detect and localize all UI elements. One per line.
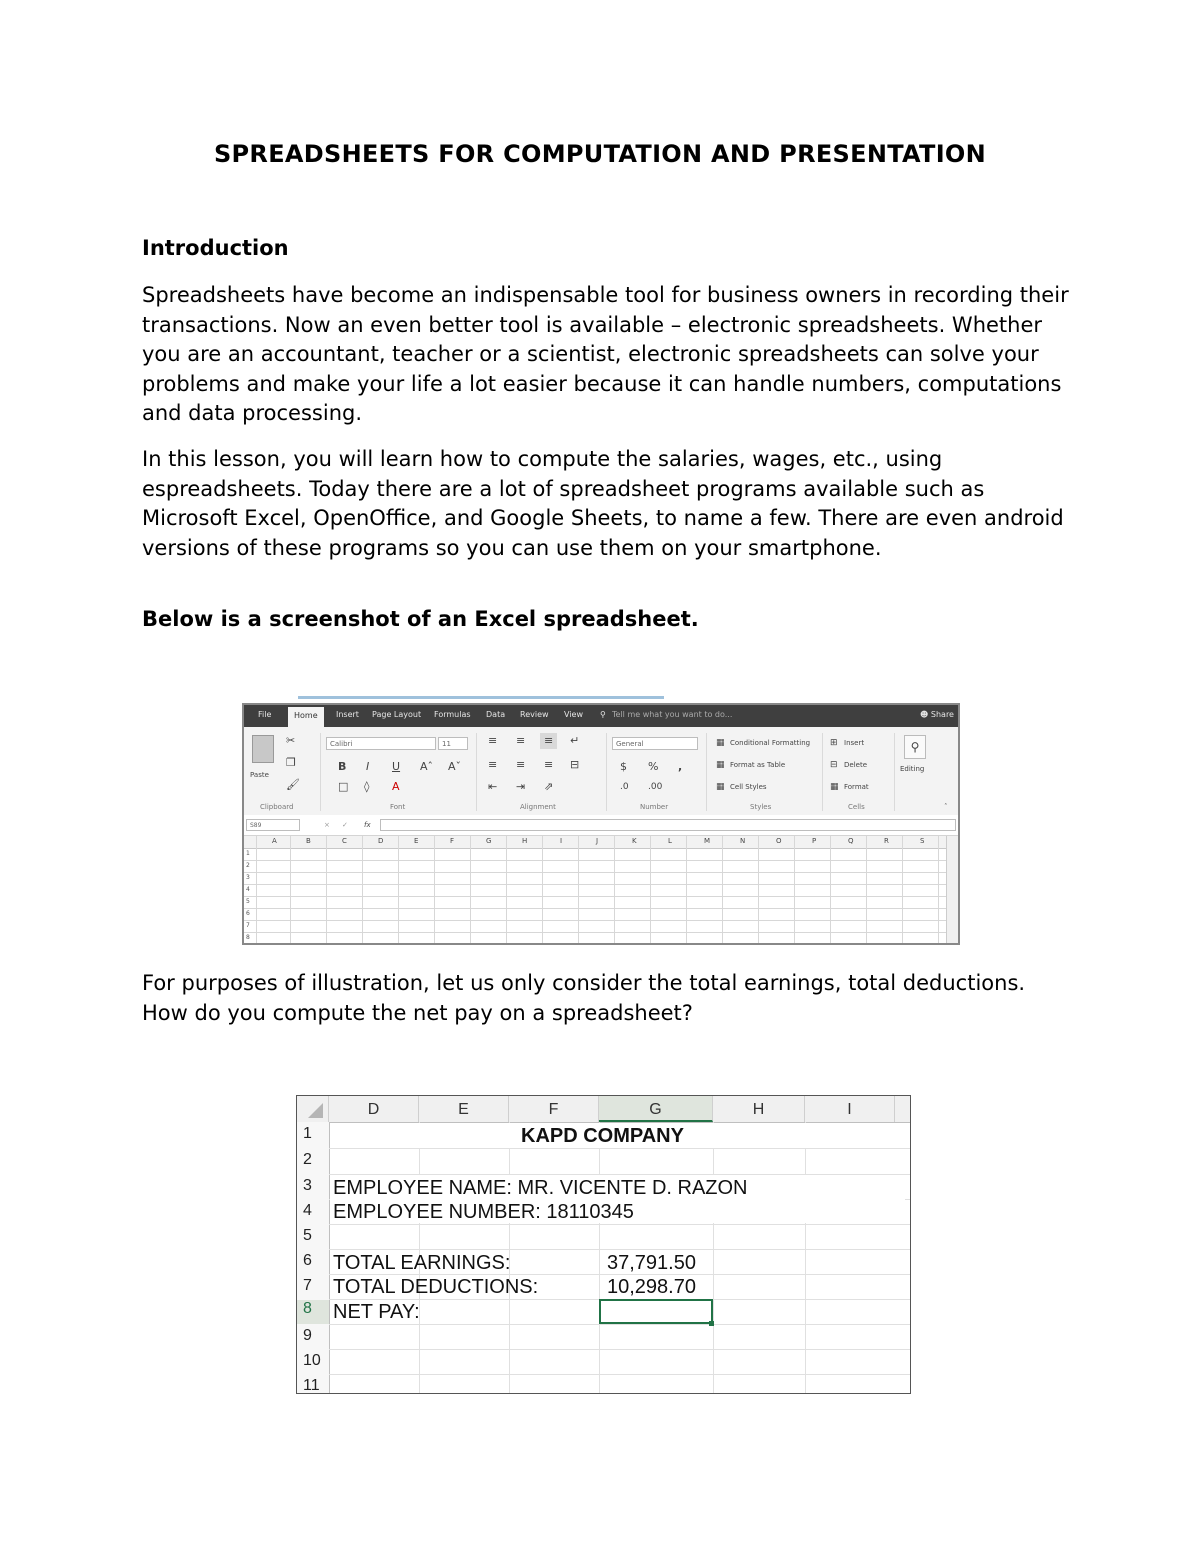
font-size-dropdown[interactable]: 11	[438, 737, 468, 750]
share-button[interactable]: ☻ Share	[920, 710, 954, 719]
column-header-g[interactable]: G	[599, 1096, 713, 1122]
column-header[interactable]: E	[414, 837, 419, 845]
gridline	[329, 1224, 910, 1225]
gridline	[329, 1324, 910, 1325]
borders-icon[interactable]: □	[338, 780, 349, 793]
total-earnings-value[interactable]: 37,791.50	[607, 1252, 696, 1274]
row-header[interactable]: 1	[303, 1125, 312, 1142]
column-header[interactable]: S	[920, 837, 925, 845]
column-headers	[297, 1096, 910, 1123]
ribbon	[244, 727, 958, 816]
gridline	[329, 1374, 910, 1375]
currency-icon[interactable]: $	[620, 760, 627, 773]
tab-review[interactable]: Review	[520, 710, 549, 719]
tab-insert[interactable]: Insert	[336, 710, 359, 719]
format-button[interactable]: Format	[844, 783, 869, 791]
tab-page-layout[interactable]: Page Layout	[372, 710, 422, 719]
paste-label[interactable]: Paste	[250, 771, 269, 779]
vertical-scrollbar[interactable]	[946, 836, 959, 945]
separator	[822, 733, 823, 811]
underline-icon[interactable]: U	[392, 760, 401, 773]
increase-indent-icon[interactable]: ⇥	[516, 780, 526, 793]
row-header[interactable]: 6	[303, 1252, 312, 1269]
share-label: Share	[930, 710, 954, 719]
gridline	[290, 836, 291, 945]
company-name[interactable]: KAPD COMPANY	[521, 1125, 684, 1147]
enter-icon[interactable]: ✓	[342, 821, 348, 829]
number-format-dropdown[interactable]: General	[612, 737, 698, 750]
gridline	[244, 872, 946, 873]
gridline	[794, 836, 795, 945]
formula-bar	[244, 815, 958, 836]
fx-label[interactable]: fx	[364, 821, 371, 829]
column-header[interactable]: N	[740, 837, 746, 845]
gridline	[244, 896, 946, 897]
excel-screenshot	[242, 703, 960, 945]
gridline	[244, 920, 946, 921]
collapse-ribbon-icon[interactable]: ˆ	[944, 803, 948, 811]
gridline	[758, 836, 759, 945]
column-header[interactable]: L	[668, 837, 672, 845]
cell-styles-button[interactable]: Cell Styles	[730, 783, 767, 791]
row-header[interactable]: 1	[246, 850, 250, 857]
align-middle-icon[interactable]: ≡	[516, 734, 526, 747]
gridline	[614, 836, 615, 945]
merge-center-icon[interactable]: ⊟	[570, 758, 580, 771]
separator	[606, 733, 607, 811]
row-header[interactable]: 7	[246, 922, 250, 929]
column-headers	[244, 836, 958, 849]
intro-paragraph: Spreadsheets have become an indispensable tool for business owners in recording their transactions. Now an even better tool is available – electronic spreadsheets. Whether you are an accountant, teacher or a scientist, electronic spreadsheets can solve your problems and make your life a lot easier because it can handle numbers, computations and data processing.	[142, 283, 1069, 425]
row-header[interactable]: 5	[303, 1227, 312, 1244]
page-title: SPREADSHEETS FOR COMPUTATION AND PRESENTATION	[213, 140, 987, 168]
fill-color-icon[interactable]: ◊	[364, 780, 370, 793]
group-alignment: Alignment	[520, 803, 556, 811]
row-header[interactable]: 2	[303, 1151, 312, 1168]
column-header-d[interactable]: D	[329, 1096, 419, 1122]
group-styles: Styles	[750, 803, 772, 811]
grow-font-icon[interactable]: Aˆ	[420, 760, 434, 773]
column-header[interactable]: A	[272, 837, 277, 845]
gridline	[650, 836, 651, 945]
tab-formulas[interactable]: Formulas	[434, 710, 471, 719]
column-header[interactable]: P	[812, 837, 817, 845]
active-cell-g8[interactable]	[599, 1299, 713, 1324]
align-top-icon[interactable]: ≡	[488, 734, 498, 747]
gridline	[329, 1349, 910, 1350]
intro-heading: Introduction	[142, 236, 289, 260]
format-as-table-button[interactable]: Format as Table	[730, 761, 786, 769]
table-icon: ▦	[716, 760, 725, 770]
total-deductions-label[interactable]: TOTAL DEDUCTIONS:	[333, 1276, 539, 1298]
gridline	[938, 836, 939, 945]
gridline	[326, 836, 327, 945]
gridline	[362, 836, 363, 945]
fill-handle[interactable]	[709, 1321, 714, 1326]
orientation-icon[interactable]: ⇗	[544, 780, 554, 793]
decrease-decimal-icon[interactable]: .00	[648, 782, 663, 792]
column-header[interactable]: G	[486, 837, 492, 845]
group-number: Number	[640, 803, 669, 811]
tab-file[interactable]: File	[258, 710, 272, 719]
row-header[interactable]: 4	[303, 1202, 312, 1219]
separator	[320, 733, 321, 811]
gridline	[713, 1122, 714, 1393]
column-header[interactable]: R	[884, 837, 889, 845]
wrap-text-icon[interactable]: ↵	[570, 734, 580, 747]
gridline	[434, 836, 435, 945]
gridline	[329, 1148, 910, 1149]
payroll-spreadsheet-screenshot	[296, 1095, 911, 1394]
column-header[interactable]: M	[704, 837, 711, 845]
clipboard-icon[interactable]	[252, 735, 274, 763]
ribbon-tab-bar	[244, 705, 958, 727]
decrease-indent-icon[interactable]: ⇤	[488, 780, 498, 793]
total-deductions-value[interactable]: 10,298.70	[607, 1276, 696, 1298]
align-center-icon[interactable]: ≡	[516, 758, 526, 771]
gridline	[506, 836, 507, 945]
gridline	[686, 836, 687, 945]
column-header[interactable]: I	[560, 837, 563, 845]
column-header-h[interactable]: H	[713, 1096, 805, 1122]
cut-icon[interactable]: ✂	[286, 734, 296, 747]
group-clipboard: Clipboard	[260, 803, 294, 811]
delete-cells-icon: ⊟	[830, 760, 838, 770]
group-font: Font	[390, 803, 406, 811]
screenshot-caption: Below is a screenshot of an Excel spreadsheet.	[142, 607, 699, 631]
gridline	[722, 836, 723, 945]
lesson-paragraph: In this lesson, you will learn how to compute the salaries, wages, etc., using espreadsheets. Today there are a lot of spreadsheet programs available such as Microsoft Excel, OpenOffice, and Google Sheets, to name a few. There are even android versions of these programs so you can use them on your smartphone.	[142, 447, 1064, 560]
column-header[interactable]: B	[306, 837, 311, 845]
percent-icon[interactable]: %	[648, 760, 659, 773]
gridline	[244, 860, 946, 861]
insert-cells-icon: ⊞	[830, 738, 838, 748]
delete-button[interactable]: Delete	[844, 761, 867, 769]
font-name-dropdown[interactable]: Calibri	[326, 737, 436, 750]
column-header-f[interactable]: F	[509, 1096, 599, 1122]
cancel-icon[interactable]: ×	[324, 821, 330, 829]
column-header[interactable]: O	[776, 837, 782, 845]
column-header[interactable]: C	[342, 837, 347, 845]
name-box[interactable]: S89	[246, 819, 300, 831]
row-header[interactable]: 7	[303, 1277, 312, 1294]
comma-style-icon[interactable]: ,	[678, 760, 683, 773]
column-header[interactable]: D	[378, 837, 384, 845]
column-header-i[interactable]: I	[805, 1096, 895, 1122]
increase-decimal-icon[interactable]: .0	[620, 782, 629, 792]
formula-input[interactable]	[380, 819, 956, 831]
row-headers	[297, 1122, 330, 1393]
gridline	[329, 1249, 910, 1250]
column-header[interactable]: J	[596, 837, 599, 845]
total-earnings-label[interactable]: TOTAL EARNINGS:	[333, 1252, 511, 1274]
align-left-icon[interactable]: ≡	[488, 758, 498, 771]
separator	[476, 733, 477, 811]
search-icon[interactable]: ⚲	[904, 735, 926, 759]
employee-number-cell[interactable]: EMPLOYEE NUMBER: 18110345	[333, 1201, 634, 1223]
separator	[706, 733, 707, 811]
gridline	[244, 908, 946, 909]
gridline	[244, 932, 946, 933]
gridline	[599, 1122, 600, 1393]
row-header[interactable]: 11	[303, 1377, 320, 1394]
row-header[interactable]: 5	[246, 898, 250, 905]
font-color-icon[interactable]: A	[392, 780, 400, 793]
screenshot-artifact	[298, 696, 664, 699]
conditional-formatting-icon: ▦	[716, 738, 725, 748]
row-header-selected[interactable]: 8	[297, 1300, 329, 1324]
row-header[interactable]: 9	[303, 1327, 312, 1344]
format-cells-icon: ▦	[830, 782, 839, 792]
bold-icon[interactable]: B	[338, 760, 347, 773]
column-header[interactable]: K	[632, 837, 637, 845]
copy-icon[interactable]: ❐	[286, 756, 296, 769]
gridline	[398, 836, 399, 945]
italic-icon[interactable]: I	[366, 760, 370, 773]
net-pay-paragraph: For purposes of illustration, let us only consider the total earnings, total deductions. How do you compute the net pay on a spreadsheet?	[142, 971, 1026, 1025]
gridline	[830, 836, 831, 945]
column-header[interactable]: H	[522, 837, 528, 845]
column-header[interactable]: Q	[848, 837, 854, 845]
gridline	[244, 884, 946, 885]
row-header[interactable]: 10	[303, 1352, 321, 1369]
gridline	[902, 836, 903, 945]
align-bottom-icon[interactable]: ≡	[540, 733, 557, 749]
gridline	[805, 1122, 806, 1393]
gridline	[578, 836, 579, 945]
align-right-icon[interactable]: ≡	[544, 758, 554, 771]
gridline	[542, 836, 543, 945]
net-pay-label[interactable]: NET PAY:	[333, 1301, 420, 1323]
separator	[894, 733, 895, 811]
cell-styles-icon: ▦	[716, 782, 725, 792]
gridline	[256, 836, 257, 945]
editing-button[interactable]: Editing	[900, 765, 925, 773]
lightbulb-icon: ⚲	[600, 710, 606, 719]
row-header[interactable]: 2	[246, 862, 250, 869]
format-painter-icon[interactable]: 🖌	[286, 778, 300, 791]
select-all-corner[interactable]	[297, 1096, 329, 1122]
tab-home[interactable]: Home	[288, 707, 324, 727]
row-header[interactable]: 8	[246, 934, 250, 941]
column-header-e[interactable]: E	[419, 1096, 509, 1122]
gridline	[866, 836, 867, 945]
tab-data[interactable]: Data	[486, 710, 506, 719]
column-header[interactable]: F	[450, 837, 455, 845]
row-header[interactable]: 3	[303, 1177, 312, 1194]
insert-button[interactable]: Insert	[844, 739, 865, 747]
conditional-formatting-button[interactable]: Conditional Formatting	[730, 739, 811, 747]
row-header[interactable]: 6	[246, 910, 250, 917]
gridline	[470, 836, 471, 945]
row-header[interactable]: 3	[246, 874, 250, 881]
tab-view[interactable]: View	[564, 710, 583, 719]
employee-name-cell[interactable]: EMPLOYEE NAME: MR. VICENTE D. RAZON	[333, 1177, 748, 1199]
tell-me-box[interactable]: Tell me what you want to do...	[612, 710, 733, 719]
row-header[interactable]: 4	[246, 886, 250, 893]
shrink-font-icon[interactable]: Aˇ	[448, 760, 462, 773]
select-all-triangle-icon	[297, 1096, 329, 1122]
group-cells: Cells	[848, 803, 865, 811]
